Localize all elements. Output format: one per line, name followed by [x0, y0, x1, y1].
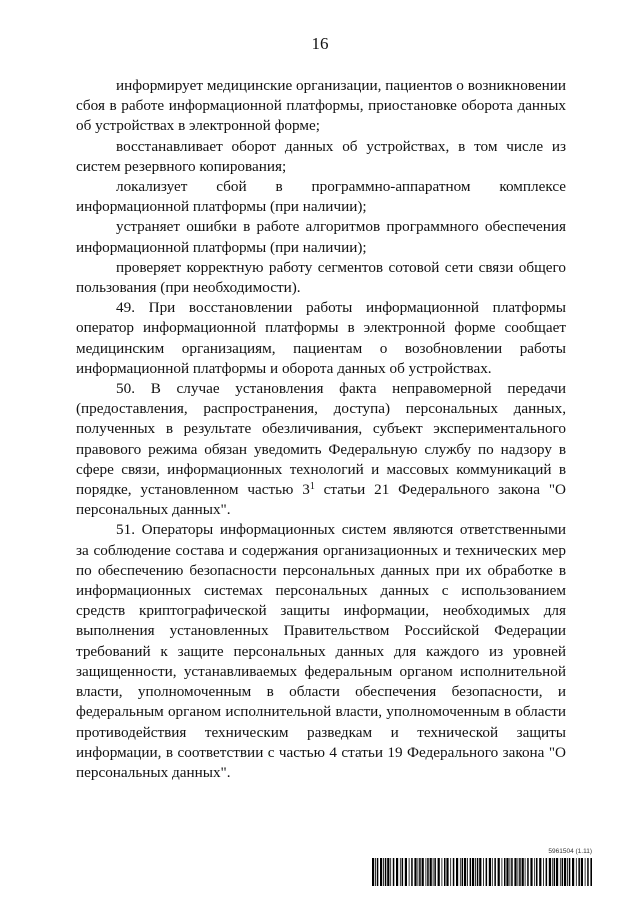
paragraph-50-text: 50. В случае установления факта неправомерной передачи (предоставления, распространения, доступа) персональных данных, полученных в результате обезличивания, субъект экспериментального правового режима обязан уведомить Федеральную службу по надзору в сфере связи, информационных технологий и массовых коммуникаций в порядке, установленном частью 3 [76, 380, 566, 499]
barcode-icon [372, 858, 592, 886]
paragraph-51: 51. Операторы информационных систем являются ответственными за соблюдение состава и содержания организационных и технических мер по обеспечению безопасности персональных данных при их обработке в информационных системах персональных данных с использованием средств криптографической защиты информации, необходимых для выполнения установленных Правительством Российской Федерации требований к защите персональных данных для каждого из уровней защищенности, устанавливаемых федеральным органом исполнительной власти, уполномоченным в области обеспечения безопасности, и федеральным органом исполнительной власти, уполномоченным в области противодействия техническим разведкам и технической защиты информации, в соответствии с частью 4 статьи 19 Федерального закона "О персональных данных". [76, 521, 566, 781]
barcode-block [372, 848, 592, 888]
paragraph-localize: локализует сбой в программно-аппаратном комплексе информационной платформы (при наличии); [76, 178, 566, 216]
paragraph-50 [76, 379, 566, 520]
paragraph-50-tail: статьи 21 Федерального закона "О персональных данных". [76, 481, 566, 519]
barcode-caption: 5961504 (1.11) [548, 848, 592, 855]
superscript: 1 [309, 481, 315, 493]
paragraph-fix-errors: устраняет ошибки в работе алгоритмов программного обеспечения информационной платформы (при наличии); [76, 218, 566, 256]
page-number: 16 [311, 34, 329, 53]
paragraph-restore: восстанавливает оборот данных об устройствах, в том числе из систем резервного копирования; [76, 137, 566, 175]
body-text [76, 76, 566, 783]
paragraph-check-network: проверяет корректную работу сегментов сотовой сети связи общего пользования (при необходимости). [76, 258, 566, 297]
paragraph-49: 49. При восстановлении работы информационной платформы оператор информационной платформы в электронной форме сообщает медицинским организациям, пациентам о возобновлении работы информационной платформы и оборота данных об устройствах. [76, 299, 566, 377]
paragraph-inform: информирует медицинские организации, пациентов о возникновении сбоя в работе информационной платформы, приостановке оборота данных об устройствах в электронной форме; [76, 77, 566, 135]
